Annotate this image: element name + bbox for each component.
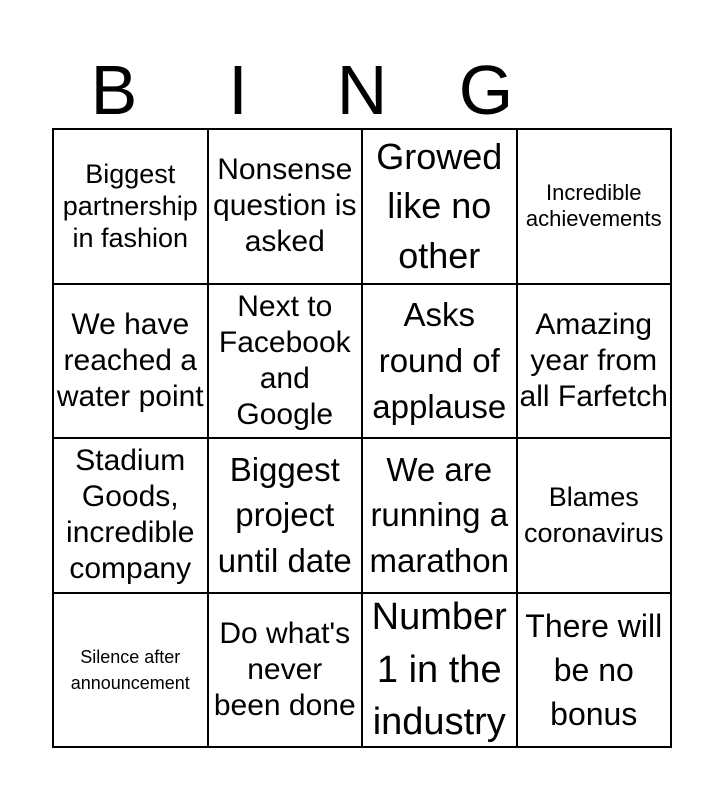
bingo-cell-text: Amazing year from all Farfetch (519, 307, 668, 413)
bingo-cell-text: Blames coronavirus (523, 481, 664, 549)
bingo-cell[interactable] (363, 130, 518, 285)
bingo-cell[interactable] (54, 594, 209, 749)
bingo-cell[interactable] (54, 130, 209, 285)
bingo-cell-text: Do what's never been done (213, 616, 356, 722)
bingo-cell[interactable] (209, 285, 364, 440)
bingo-cell[interactable] (363, 594, 518, 749)
bingo-cell-text: Silence after announcement (70, 646, 190, 693)
bingo-cell-text: Biggest project until date (217, 450, 352, 580)
header-letter-b: B (90, 51, 138, 129)
bingo-cell-text: Nonsense question is asked (213, 153, 357, 259)
bingo-cell[interactable] (518, 285, 673, 440)
bingo-cell-text: Asks round of applause (372, 296, 507, 425)
bingo-cell-text: Number 1 in the industry (371, 596, 507, 743)
header-letter-g: G (458, 51, 514, 129)
header-letter-i: I (228, 51, 248, 129)
bingo-cell[interactable] (518, 130, 673, 285)
bingo-cell[interactable] (518, 594, 673, 749)
bingo-cell-text: Next to Facebook and Google (218, 289, 351, 431)
bingo-cell[interactable] (518, 439, 673, 594)
bingo-cell[interactable] (209, 439, 364, 594)
bingo-cell[interactable] (209, 594, 364, 749)
bingo-cell[interactable] (209, 130, 364, 285)
bingo-cell[interactable] (363, 439, 518, 594)
bingo-cell-text: Stadium Goods, incredible company (66, 444, 195, 586)
bingo-cell-text: Incredible achievements (525, 179, 662, 232)
bingo-cell[interactable] (363, 285, 518, 440)
bingo-cell-text: Growed like no other (376, 135, 503, 277)
bingo-cell-text: We are running a marathon (369, 450, 509, 580)
bingo-cell-text: Biggest partnership in fashion (62, 158, 198, 254)
bingo-cell[interactable] (54, 439, 209, 594)
bingo-header (52, 52, 672, 128)
bingo-board (52, 128, 672, 748)
bingo-cell-text: We have reached a water point (56, 307, 204, 413)
bingo-cell-text: There will be no bonus (525, 607, 663, 732)
bingo-cell[interactable] (54, 285, 209, 440)
header-letter-n: N (336, 51, 388, 129)
